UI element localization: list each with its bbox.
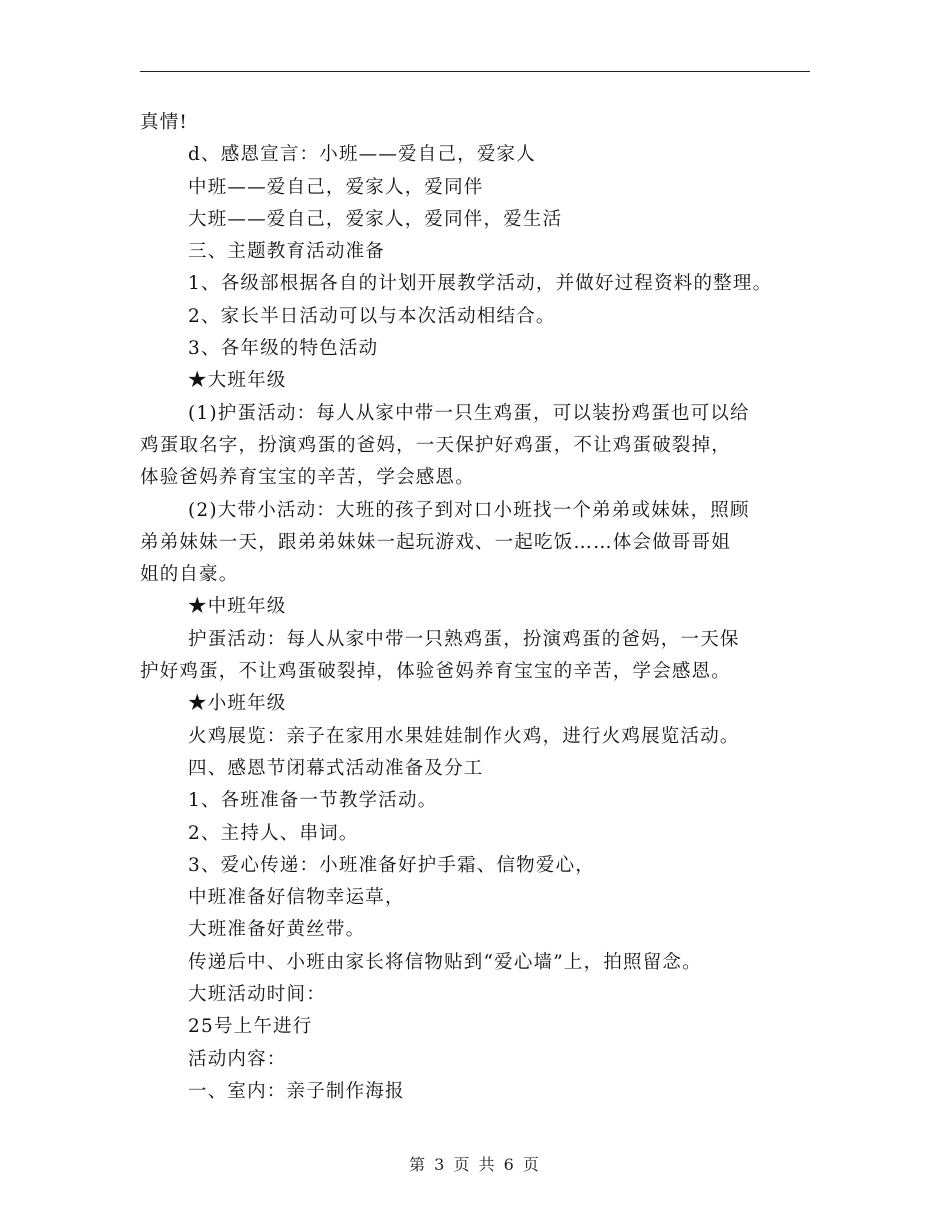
text-line: 2、主持人、串词。 xyxy=(188,822,359,844)
text-line: 火鸡展览：亲子在家用水果娃娃制作火鸡，进行火鸡展览活动。 xyxy=(188,725,740,747)
text-line: 1、各级部根据各自的计划开展教学活动，并做好过程资料的整理。 xyxy=(188,273,773,295)
section-heading: 四、感恩节闭幕式活动准备及分工 xyxy=(188,757,484,779)
text-line: 大班准备好黄丝带。 xyxy=(188,919,366,941)
subsection-heading: ★小班年级 xyxy=(188,693,287,715)
text-line: 1、各班准备一节教学活动。 xyxy=(188,790,438,812)
text-line: 一、室内：亲子制作海报 xyxy=(188,1080,405,1102)
text-line: (1)护蛋活动：每人从家中带一只生鸡蛋，可以装扮鸡蛋也可以给 xyxy=(188,402,750,424)
text-line: 体验爸妈养育宝宝的辛苦，学会感恩。 xyxy=(140,467,475,489)
header-rule xyxy=(140,71,810,72)
text-line: 中班——爱自己，爱家人，爱同伴 xyxy=(188,176,484,198)
text-line: 姐的自豪。 xyxy=(140,564,239,586)
text-line: 大班活动时间： xyxy=(188,984,326,1006)
text-line: 护好鸡蛋，不让鸡蛋破裂掉，体验爸妈养育宝宝的辛苦，学会感恩。 xyxy=(140,661,732,683)
text-line: 3、爱心传递：小班准备好护手霜、信物爱心， xyxy=(188,854,595,876)
text-line: 3、各年级的特色活动 xyxy=(188,338,379,360)
text-line: 传递后中、小班由家长将信物贴到“爱心墙”上，拍照留念。 xyxy=(188,951,702,973)
page-number: 第 3 页 共 6 页 xyxy=(409,1155,541,1174)
text-line: 护蛋活动：每人从家中带一只熟鸡蛋，扮演鸡蛋的爸妈，一天保 xyxy=(188,628,740,650)
text-line: 25号上午进行 xyxy=(188,1016,313,1038)
subsection-heading: ★中班年级 xyxy=(188,596,287,618)
section-heading: 三、主题教育活动准备 xyxy=(188,241,386,263)
text-line: d、感恩宣言：小班——爱自己，爱家人 xyxy=(188,144,536,166)
text-line: 2、家长半日活动可以与本次活动相结合。 xyxy=(188,305,556,327)
subsection-heading: ★大班年级 xyxy=(188,370,287,392)
text-line: 大班——爱自己，爱家人，爱同伴，爱生活 xyxy=(188,208,563,230)
text-line: 中班准备好信物幸运草， xyxy=(188,887,405,909)
document-body xyxy=(140,107,820,1108)
text-line: 弟弟妹妹一天，跟弟弟妹妹一起玩游戏、一起吃饭……体会做哥哥姐 xyxy=(140,531,732,553)
text-line: (2)大带小活动：大班的孩子到对口小班找一个弟弟或妹妹，照顾 xyxy=(188,499,750,521)
text-line: 鸡蛋取名字，扮演鸡蛋的爸妈，一天保护好鸡蛋，不让鸡蛋破裂掉， xyxy=(140,434,732,456)
text-line: 真情! xyxy=(140,112,189,133)
text-line: 活动内容： xyxy=(188,1048,287,1070)
